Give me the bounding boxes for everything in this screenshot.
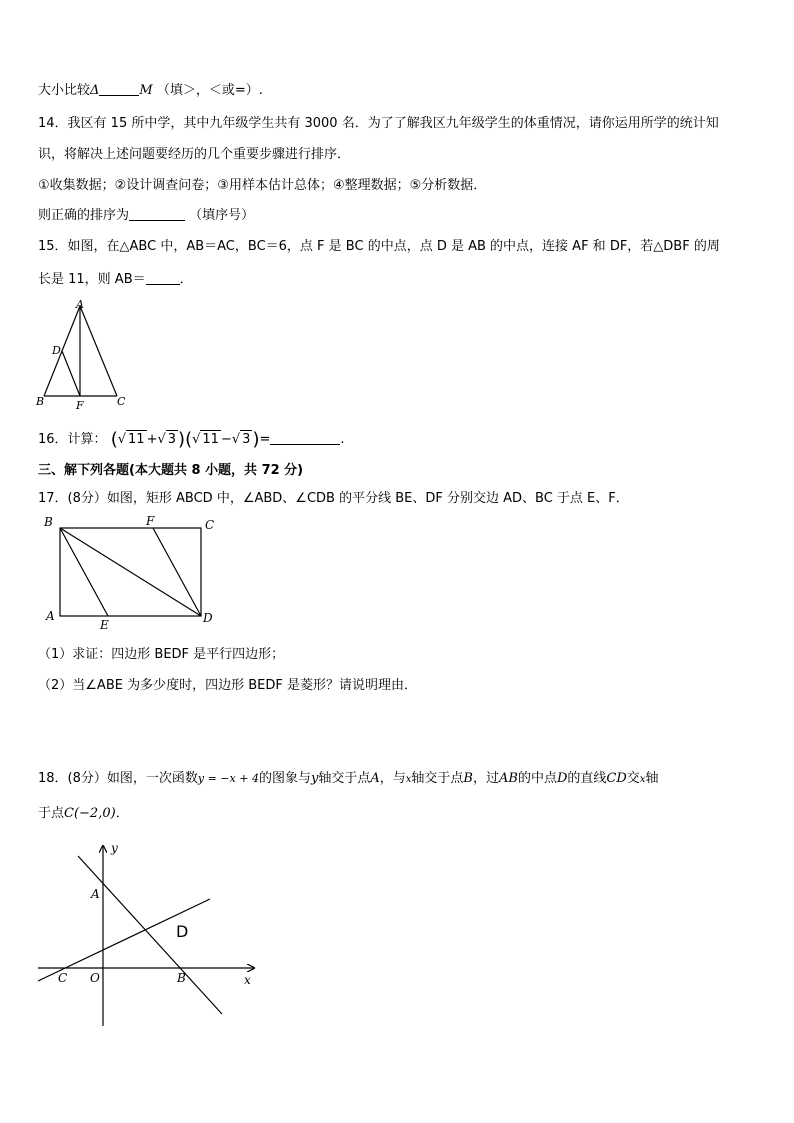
- q18-text-g: 的中点: [517, 771, 557, 786]
- q15-triangle-figure: [33, 298, 133, 412]
- q17-part2: （2）当∠ABE 为多少度时，四边形 BEDF 是菱形？请说明理由．: [38, 678, 417, 693]
- q18-label-y: y: [111, 841, 118, 855]
- q18-label-b: B: [177, 971, 186, 985]
- q13-tail-line: [38, 82, 263, 100]
- q13-answer-blank[interactable]: [99, 83, 139, 96]
- q18-line2: [38, 805, 129, 823]
- q16-suffix: .: [340, 432, 345, 447]
- q18-x-axis-symbol: x: [405, 774, 412, 785]
- q13-left-symbol: Δ: [90, 83, 100, 98]
- q16-radicand-2: 3: [167, 432, 177, 447]
- q14-line1: 14．我区有 15 所中学，其中九年级学生共有 3000 名．为了了解我区九年级学生的体重情况，请你运用所学的统计知: [38, 116, 719, 131]
- q16-radicand-4: 3: [242, 432, 251, 447]
- q15-side-ac: [80, 306, 117, 396]
- q15-segment-df: [62, 351, 80, 396]
- q18-x-axis-symbol-2: x: [639, 774, 646, 785]
- q18-line1: [38, 770, 658, 789]
- q17-label-e: E: [100, 618, 109, 632]
- q16-answer-blank[interactable]: [270, 432, 340, 445]
- q17-line1: 17．(8分）如图，矩形 ABCD 中，∠ABD、∠CDB 的平分线 BE、DF 分别交边 AD、BC 于点 E、F．: [38, 491, 629, 506]
- q18-line-ab: [78, 856, 222, 1014]
- q14-answer-hint: （填序号）: [189, 208, 255, 223]
- q18-segment-ab: AB: [498, 771, 518, 786]
- q18-text-e: 轴交于点: [411, 771, 464, 786]
- q18-label-o: O: [90, 971, 100, 985]
- q18-point-b: B: [463, 771, 473, 786]
- q14-line2: 识，将解决上述问题要经历的几个重要步骤进行排序．: [38, 147, 351, 162]
- q18-coordinate-figure: [36, 836, 266, 1032]
- q16-equals: =: [259, 432, 271, 447]
- q14-answer-blank[interactable]: [129, 208, 185, 221]
- q18-text-d: ，与: [379, 771, 406, 786]
- q18-text-j: 轴: [645, 771, 659, 786]
- q16-op-minus: −: [220, 432, 232, 447]
- q17-part1: （1）求证：四边形 BEDF 是平行四边形；: [38, 647, 285, 662]
- q15-line1: 15．如图，在△ABC 中，AB＝AC，BC＝6，点 F 是 BC 的中点，点 D 是 AB 的中点，连接 AF 和 DF，若△DBF 的周: [38, 239, 720, 254]
- q17-segment-be: [60, 528, 108, 616]
- section-3-title: 三、解下列各题(本大题共 8 小题，共 72 分): [38, 463, 304, 478]
- q13-text: 大小比较: [38, 83, 91, 98]
- q14-steps: ①收集数据；②设计调查问卷；③用样本估计总体；④整理数据；⑤分析数据．: [38, 178, 487, 193]
- q17-rectangle-figure: [40, 512, 230, 632]
- q15-label-c: C: [117, 395, 126, 408]
- q15-line2-prefix: 长是 11，则 AB＝: [38, 272, 146, 287]
- q18-label-c: C: [58, 971, 68, 985]
- q17-diagonal-bd: [60, 528, 201, 616]
- q18-line-cd: CD: [606, 771, 627, 786]
- q16-line: 16．计算： (√ 11 +√ 3 )(√ 11 −√ 3 )= .: [38, 429, 345, 450]
- q14-answer-line: [38, 207, 254, 225]
- q18-label-a: A: [91, 887, 100, 901]
- q17-label-a: A: [46, 609, 55, 623]
- q17-label-c: C: [205, 518, 215, 532]
- q13-right-symbol: M: [139, 83, 153, 98]
- q18-text-line2-a: 于点: [38, 806, 65, 821]
- q15-line2: [38, 271, 193, 289]
- q16-prefix: 16．计算：: [38, 432, 107, 447]
- q15-label-a: A: [76, 298, 84, 311]
- q17-label-b: B: [44, 515, 53, 529]
- q18-text-f: ，过: [472, 771, 499, 786]
- q15-label-d: D: [52, 344, 61, 357]
- q16-radicand-3: 11: [202, 432, 219, 447]
- q17-label-f: F: [146, 514, 155, 528]
- q15-answer-blank[interactable]: [146, 272, 180, 285]
- q16-op-plus: +: [146, 432, 158, 447]
- q15-label-b: B: [36, 395, 45, 408]
- q18-text-h: 的直线: [567, 771, 607, 786]
- q18-y-axis-symbol: y: [310, 771, 319, 786]
- q18-coord-c: (−2,0): [73, 806, 116, 821]
- q18-text-c: 轴交于点: [318, 771, 371, 786]
- q17-label-d: D: [203, 611, 213, 625]
- q18-text-a: 18．(8分）如图，一次函数: [38, 771, 198, 786]
- q18-point-d: D: [556, 771, 568, 786]
- q18-point-a: A: [370, 771, 380, 786]
- q18-text-i: 交: [626, 771, 640, 786]
- q18-label-x: x: [244, 973, 251, 987]
- q18-label-d: D: [176, 922, 189, 941]
- q15-label-f: F: [76, 399, 84, 412]
- q13-hint: （填＞，＜或=）.: [156, 83, 263, 98]
- q18-text-line2-b: ．: [115, 806, 129, 821]
- q17-segment-df: [153, 528, 201, 616]
- q14-answer-prefix: 则正确的排序为: [38, 208, 130, 223]
- q18-point-c: C: [64, 806, 74, 821]
- q18-function: y = −x + 4: [197, 772, 259, 785]
- q16-radicand-1: 11: [128, 432, 145, 447]
- q15-line2-suffix: ．: [179, 272, 193, 287]
- q18-text-b: 的图象与: [258, 771, 311, 786]
